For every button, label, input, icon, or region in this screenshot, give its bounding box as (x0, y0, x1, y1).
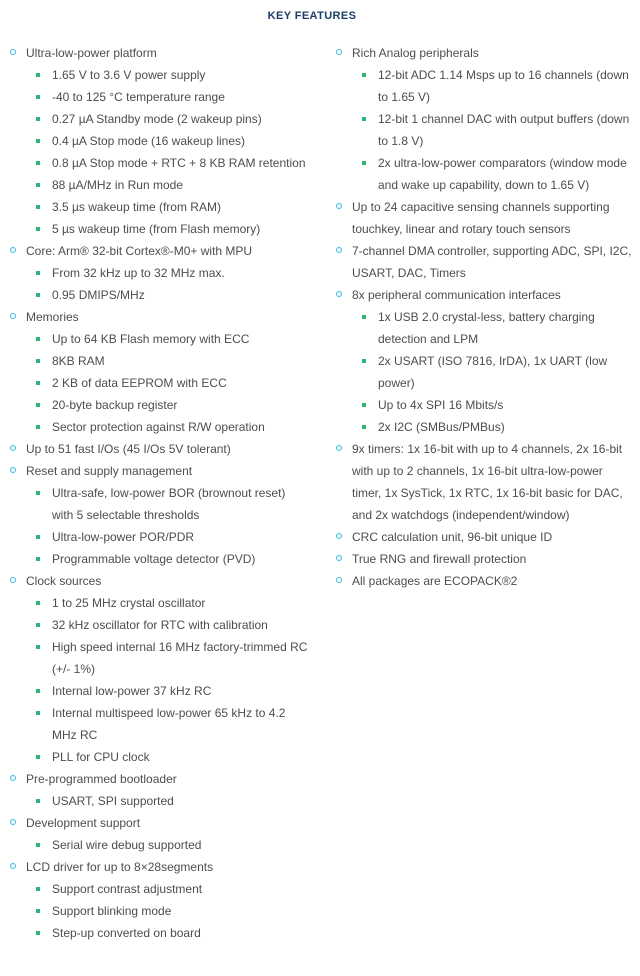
square-bullet-icon (36, 711, 40, 715)
feature-subitem-text: Internal low-power 37 kHz RC (52, 684, 212, 698)
square-bullet-icon (36, 359, 40, 363)
circle-bullet-icon (10, 577, 16, 583)
feature-text: Rich Analog peripherals (352, 46, 479, 60)
feature-item (336, 570, 632, 592)
circle-bullet-icon (336, 555, 342, 561)
feature-subitem-text: 12-bit ADC 1.14 Msps up to 16 channels (down to 1.65 V) (378, 68, 629, 104)
feature-subitem (352, 416, 632, 438)
feature-subitem (352, 108, 632, 152)
feature-sublist (26, 328, 310, 438)
feature-subitem (26, 86, 310, 108)
circle-bullet-icon (336, 203, 342, 209)
feature-item (10, 306, 310, 438)
square-bullet-icon (36, 271, 40, 275)
feature-subitem-text: Up to 4x SPI 16 Mbits/s (378, 398, 504, 412)
feature-subitem (26, 372, 310, 394)
square-bullet-icon (36, 601, 40, 605)
feature-subitem (26, 614, 310, 636)
circle-bullet-icon (336, 247, 342, 253)
feature-subitem (26, 152, 310, 174)
feature-subitem-text: 2x I2C (SMBus/PMBus) (378, 420, 505, 434)
feature-item (336, 196, 632, 240)
feature-item (10, 812, 310, 856)
feature-subitem-text: From 32 kHz up to 32 MHz max. (52, 266, 225, 280)
feature-text: Memories (26, 310, 79, 324)
feature-item (336, 526, 632, 548)
square-bullet-icon (36, 139, 40, 143)
square-bullet-icon (36, 95, 40, 99)
feature-subitem (26, 328, 310, 350)
feature-subitem-text: 1 to 25 MHz crystal oscillator (52, 596, 206, 610)
features-column-left (10, 42, 310, 944)
feature-subitem-text: High speed internal 16 MHz factory-trimmed RC (+/- 1%) (52, 640, 308, 676)
feature-sublist (26, 878, 310, 944)
feature-list-left (10, 42, 310, 944)
feature-subitem (26, 526, 310, 548)
feature-item (10, 460, 310, 570)
feature-subitem (26, 900, 310, 922)
feature-subitem (26, 790, 310, 812)
features-column-right (336, 42, 632, 592)
circle-bullet-icon (336, 49, 342, 55)
feature-subitem-text: 1.65 V to 3.6 V power supply (52, 68, 206, 82)
feature-subitem-text: Sector protection against R/W operation (52, 420, 265, 434)
feature-item (10, 768, 310, 812)
feature-sublist (352, 64, 632, 196)
feature-subitem (352, 306, 632, 350)
feature-subitem-text: Support contrast adjustment (52, 882, 203, 896)
feature-subitem-text: -40 to 125 °C temperature range (52, 90, 225, 104)
feature-subitem-text: 20-byte backup register (52, 398, 178, 412)
feature-text: 8x peripheral communication interfaces (352, 288, 561, 302)
feature-subitem-text: USART, SPI supported (52, 794, 174, 808)
circle-bullet-icon (10, 313, 16, 319)
feature-subitem (26, 834, 310, 856)
feature-subitem (26, 548, 310, 570)
feature-subitem (26, 482, 310, 526)
feature-item (10, 42, 310, 240)
square-bullet-icon (36, 843, 40, 847)
feature-item (10, 240, 310, 306)
feature-subitem (352, 394, 632, 416)
feature-subitem (26, 416, 310, 438)
feature-subitem-text: Step-up converted on board (52, 926, 201, 940)
feature-text: CRC calculation unit, 96-bit unique ID (352, 530, 553, 544)
feature-text: Reset and supply management (26, 464, 193, 478)
feature-subitem (352, 152, 632, 196)
circle-bullet-icon (10, 247, 16, 253)
feature-subitem-text: 3.5 µs wakeup time (from RAM) (52, 200, 221, 214)
square-bullet-icon (36, 73, 40, 77)
square-bullet-icon (36, 161, 40, 165)
feature-subitem (26, 636, 310, 680)
feature-subitem-text: 2x USART (ISO 7816, IrDA), 1x UART (low power) (378, 354, 608, 390)
feature-subitem-text: PLL for CPU clock (52, 750, 150, 764)
feature-text: Pre-programmed bootloader (26, 772, 177, 786)
square-bullet-icon (362, 403, 366, 407)
square-bullet-icon (36, 931, 40, 935)
feature-sublist (26, 64, 310, 240)
feature-subitem (352, 64, 632, 108)
square-bullet-icon (36, 381, 40, 385)
circle-bullet-icon (336, 291, 342, 297)
feature-item (336, 438, 632, 526)
feature-item (336, 42, 632, 196)
circle-bullet-icon (10, 819, 16, 825)
feature-item (336, 240, 632, 284)
feature-text: Up to 24 capacitive sensing channels supporting touchkey, linear and rotary touch sensors (352, 200, 610, 236)
feature-subitem (26, 174, 310, 196)
circle-bullet-icon (10, 863, 16, 869)
feature-text: 7-channel DMA controller, supporting ADC, SPI, I2C, USART, DAC, Timers (352, 244, 632, 280)
square-bullet-icon (36, 799, 40, 803)
feature-subitem-text: 2 KB of data EEPROM with ECC (52, 376, 227, 390)
square-bullet-icon (36, 227, 40, 231)
feature-text: Clock sources (26, 574, 102, 588)
feature-text: LCD driver for up to 8×28segments (26, 860, 214, 874)
feature-subitem-text: Serial wire debug supported (52, 838, 202, 852)
feature-subitem (26, 284, 310, 306)
square-bullet-icon (36, 293, 40, 297)
feature-item (10, 856, 310, 944)
circle-bullet-icon (336, 577, 342, 583)
square-bullet-icon (36, 909, 40, 913)
square-bullet-icon (36, 183, 40, 187)
square-bullet-icon (36, 205, 40, 209)
square-bullet-icon (362, 315, 366, 319)
feature-subitem (26, 350, 310, 372)
square-bullet-icon (362, 425, 366, 429)
square-bullet-icon (36, 535, 40, 539)
square-bullet-icon (36, 689, 40, 693)
square-bullet-icon (362, 117, 366, 121)
feature-subitem-text: Up to 64 KB Flash memory with ECC (52, 332, 250, 346)
feature-text: All packages are ECOPACK®2 (352, 574, 518, 588)
feature-item (10, 438, 310, 460)
feature-sublist (26, 482, 310, 570)
feature-subitem (26, 262, 310, 284)
feature-subitem-text: 8KB RAM (52, 354, 105, 368)
feature-subitem (26, 702, 310, 746)
feature-item (336, 548, 632, 570)
feature-subitem (26, 878, 310, 900)
feature-subitem (26, 218, 310, 240)
feature-list-right (336, 42, 632, 592)
feature-item (336, 284, 632, 438)
feature-text: 9x timers: 1x 16-bit with up to 4 channels, 2x 16-bit with up to 2 channels, 1x 16-bit ultra-low-power timer, 1x SysTick, 1x RTC, 1x 16-bit basic for DAC, and 2x watchdogs (independent/window) (352, 442, 623, 522)
feature-text: True RNG and firewall protection (352, 552, 527, 566)
square-bullet-icon (36, 623, 40, 627)
square-bullet-icon (36, 755, 40, 759)
feature-text: Core: Arm® 32-bit Cortex®-M0+ with MPU (26, 244, 253, 258)
feature-subitem-text: 88 µA/MHz in Run mode (52, 178, 183, 192)
feature-subitem-text: 0.27 µA Standby mode (2 wakeup pins) (52, 112, 262, 126)
feature-subitem-text: Support blinking mode (52, 904, 172, 918)
square-bullet-icon (36, 491, 40, 495)
feature-subitem-text: 0.4 µA Stop mode (16 wakeup lines) (52, 134, 246, 148)
feature-subitem-text: 5 µs wakeup time (from Flash memory) (52, 222, 261, 236)
circle-bullet-icon (10, 467, 16, 473)
feature-subitem (26, 680, 310, 702)
feature-text: Development support (26, 816, 141, 830)
circle-bullet-icon (336, 533, 342, 539)
square-bullet-icon (362, 73, 366, 77)
square-bullet-icon (36, 645, 40, 649)
circle-bullet-icon (10, 445, 16, 451)
circle-bullet-icon (10, 775, 16, 781)
square-bullet-icon (36, 557, 40, 561)
feature-text: Ultra-low-power platform (26, 46, 157, 60)
feature-subitem (26, 64, 310, 86)
feature-subitem (26, 592, 310, 614)
feature-subitem (26, 922, 310, 944)
circle-bullet-icon (10, 49, 16, 55)
feature-subitem (26, 746, 310, 768)
feature-subitem (26, 108, 310, 130)
feature-sublist (26, 790, 310, 812)
feature-subitem-text: 1x USB 2.0 crystal-less, battery charging detection and LPM (378, 310, 595, 346)
feature-sublist (26, 262, 310, 306)
feature-subitem-text: Programmable voltage detector (PVD) (52, 552, 256, 566)
feature-subitem-text: Ultra-low-power POR/PDR (52, 530, 195, 544)
feature-subitem-text: Internal multispeed low-power 65 kHz to 4.2 MHz RC (52, 706, 286, 742)
square-bullet-icon (36, 403, 40, 407)
feature-subitem-text: Ultra-safe, low-power BOR (brownout reset) with 5 selectable thresholds (52, 486, 286, 522)
square-bullet-icon (36, 337, 40, 341)
feature-sublist (352, 306, 632, 438)
feature-subitem-text: 12-bit 1 channel DAC with output buffers (down to 1.8 V) (378, 112, 630, 148)
feature-subitem (26, 196, 310, 218)
square-bullet-icon (362, 359, 366, 363)
square-bullet-icon (36, 117, 40, 121)
feature-subitem (352, 350, 632, 394)
circle-bullet-icon (336, 445, 342, 451)
square-bullet-icon (36, 425, 40, 429)
feature-sublist (26, 592, 310, 768)
feature-subitem-text: 0.8 µA Stop mode + RTC + 8 KB RAM retention (52, 156, 306, 170)
feature-text: Up to 51 fast I/Os (45 I/Os 5V tolerant) (26, 442, 231, 456)
square-bullet-icon (362, 161, 366, 165)
feature-subitem-text: 0.95 DMIPS/MHz (52, 288, 145, 302)
feature-item (10, 570, 310, 768)
page-title: KEY FEATURES (267, 10, 357, 22)
feature-subitem (26, 130, 310, 152)
feature-subitem (26, 394, 310, 416)
feature-subitem-text: 2x ultra-low-power comparators (window mode and wake up capability, down to 1.65 V) (378, 156, 627, 192)
square-bullet-icon (36, 887, 40, 891)
feature-sublist (26, 834, 310, 856)
feature-subitem-text: 32 kHz oscillator for RTC with calibration (52, 618, 268, 632)
